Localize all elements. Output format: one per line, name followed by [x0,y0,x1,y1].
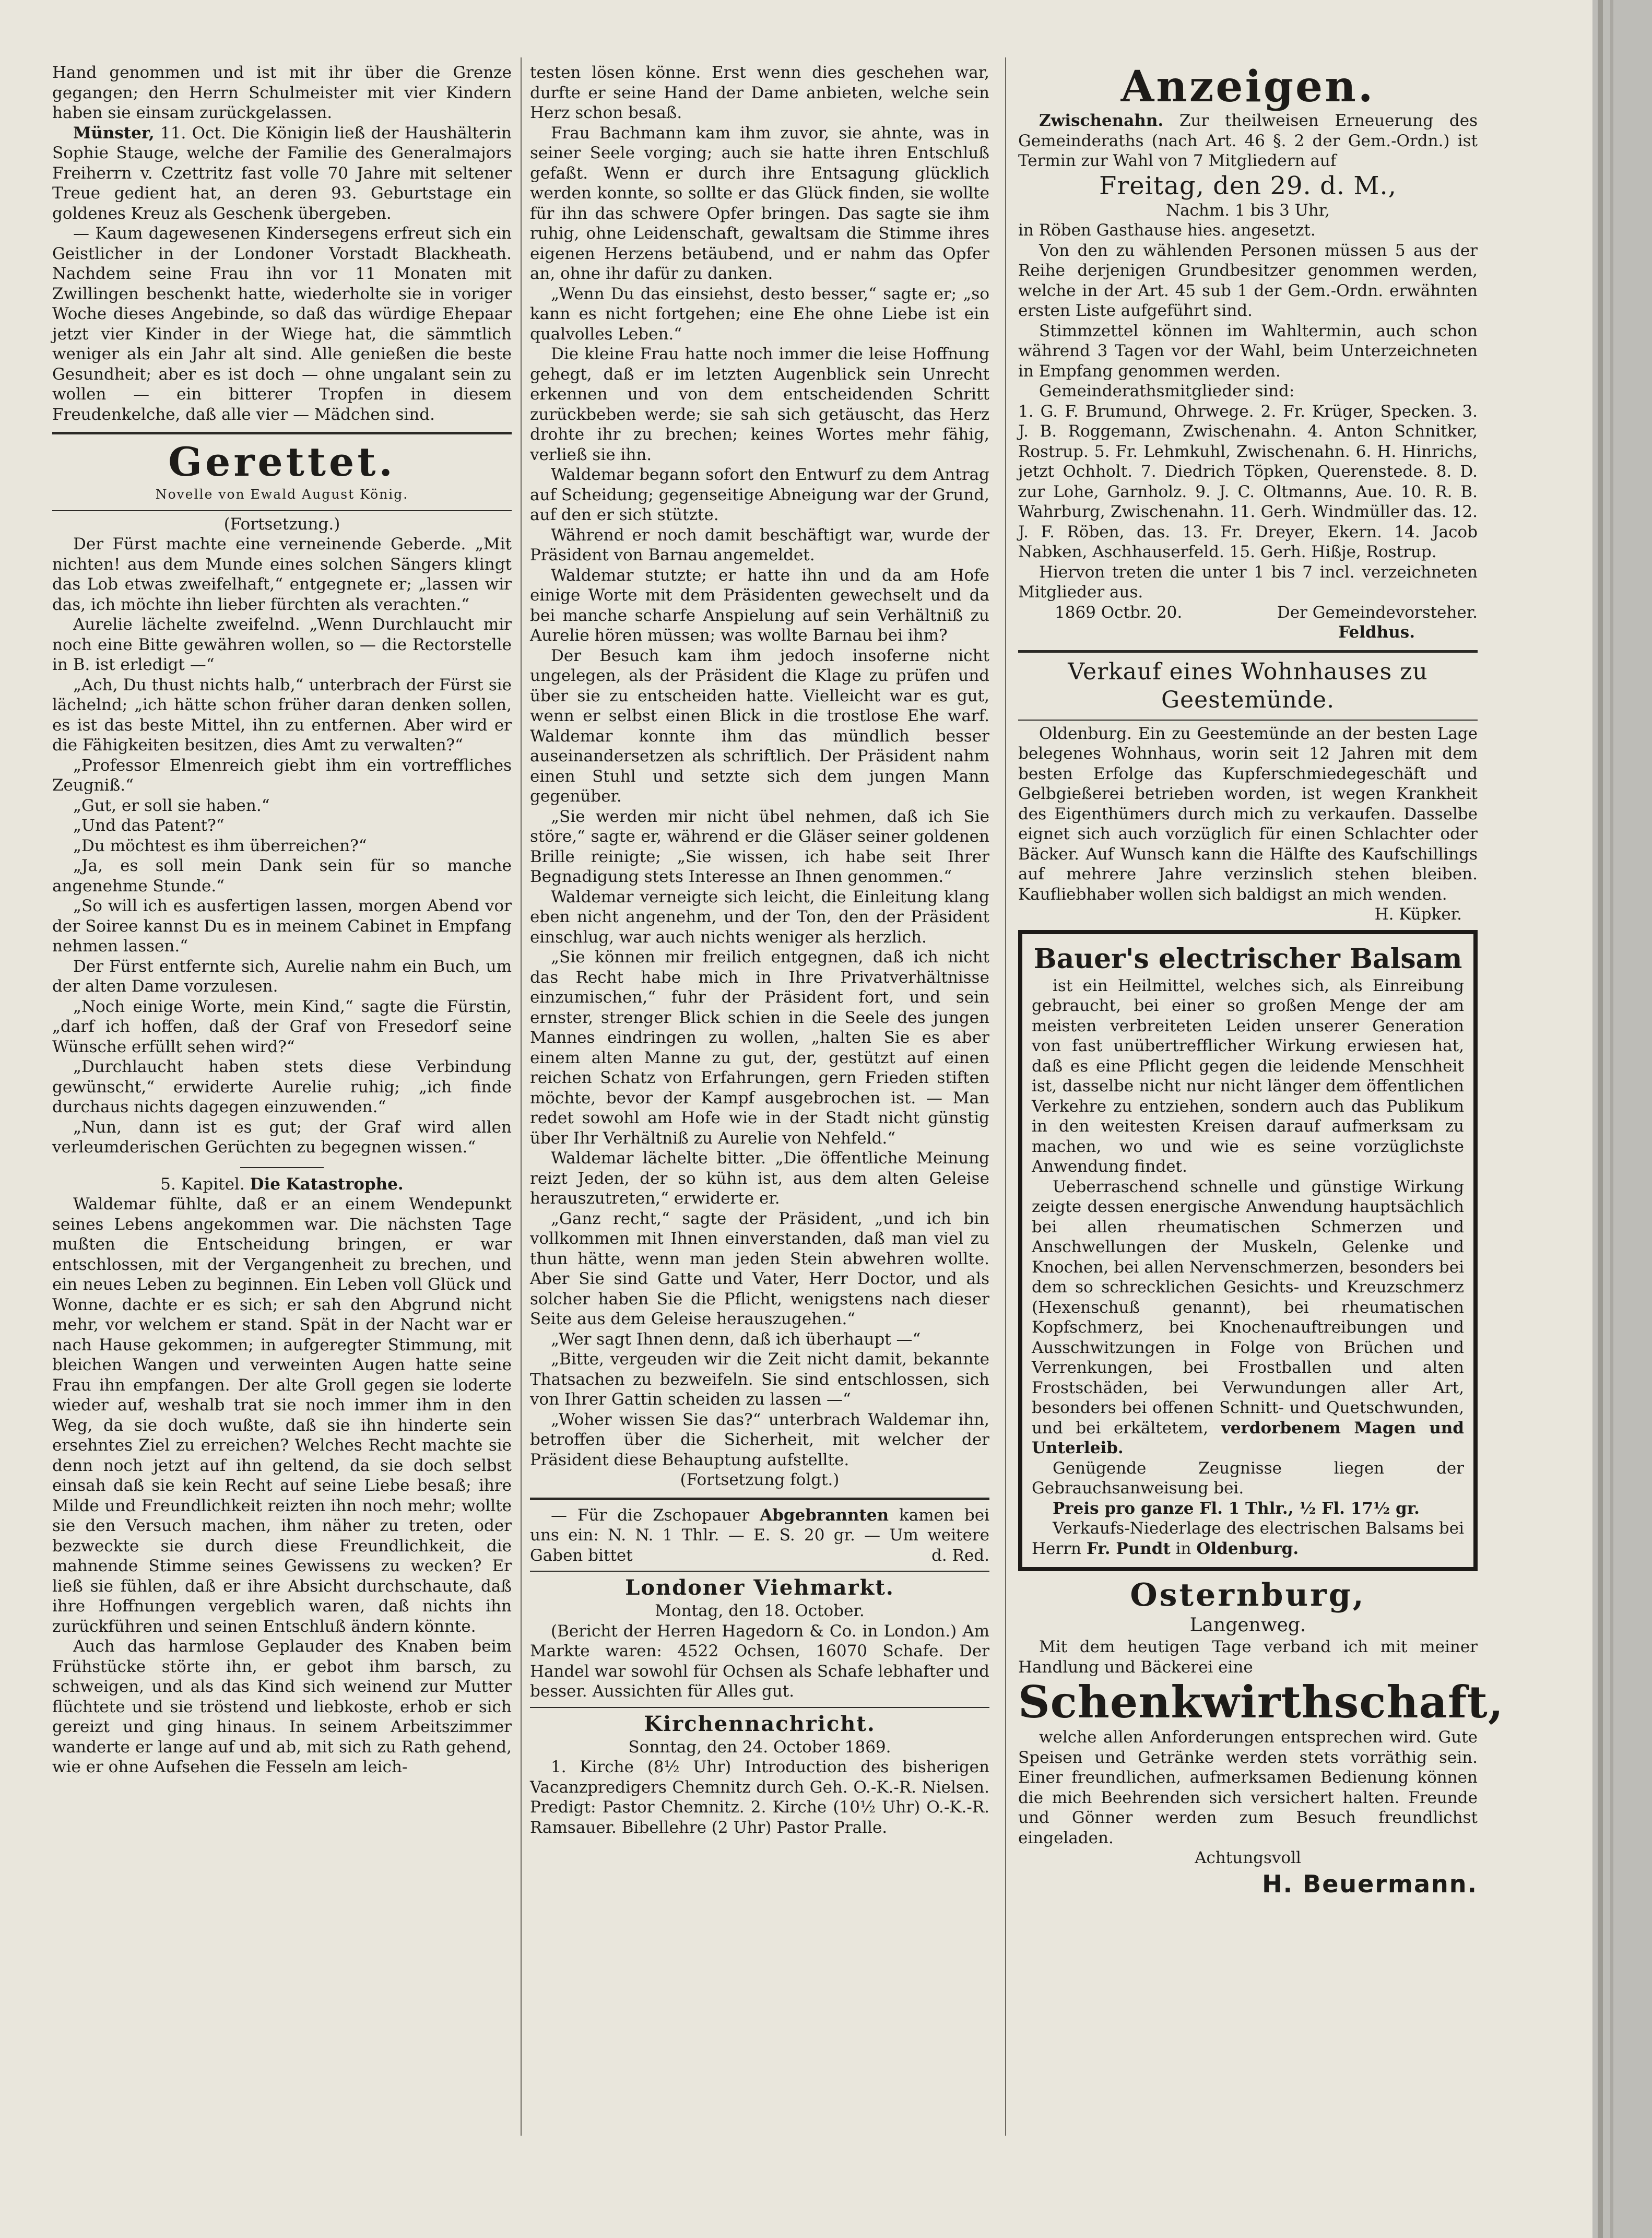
novel-paragraph: „Ach, Du thust nichts halb,“ unterbrach der Fürst sie lächelnd; „ich hätte schon früher daran denken sollen, es ist das beste Mittel, ihn zu entfernen. Aber wird er die Fähigkeiten besitzen, dies Amt zu verwalten?“ [52,675,512,755]
novel-paragraph: Der Fürst entfernte sich, Aurelie nahm ein Buch, um der alten Dame vorzulesen. [52,957,512,996]
muenster-news [52,123,512,224]
column-2 [530,63,989,1837]
balsam-sale-city: Oldenburg. [1196,1539,1299,1558]
divider [530,1571,989,1572]
novel-title: Gerettet. [168,439,396,485]
divider [240,1167,324,1168]
novel-paragraph: Auch das harmlose Geplauder des Knaben beim Frühstücke störte ihn, er gebot ihm barsch, zu schweigen, und als das Kind sich weinend zur Mutter flüchtete und sie tröstend und liebkoste, erhob er sich gereizt und ging hinaus. In seinem Arbeitszimmer wanderte er lange auf und ab, mit sich zu Rath gehend, wie er ohne Aufsehen die Fesseln am leich- [52,1637,512,1776]
novel-paragraph: Der Fürst machte eine verneinende Geberde. „Mit nichten! aus dem Munde eines solchen Sängers klingt das Lob etwas zweifelhaft,“ entgegnete er; „lassen wir das, ich möchte ihn lieber fürchten als verachten.“ [52,535,512,614]
novel-paragraph: „Sie können mir freilich entgegnen, daß ich nicht das Recht habe mich in Ihre Privatverhältnisse einzumischen,“ fuhr der Präsident fort, und sein ernster, strenger Blick schien in die Seele des jungen Mannes eindringen zu wollen, „halten Sie es aber einem alten Manne zu gut, der, gestützt auf einen reichen Schatz von Erfahrungen, gern Frieden stiften möchte, bevor der Kampf ausgebrochen ist. — Man redet sowohl am Hofe wie in der Stadt nicht günstig über Ihr Verhältniß zu Aurelie von Nehfeld.“ [530,948,989,1148]
viehmarkt-date: Montag, den 18. October. [655,1601,865,1620]
novel-paragraph: „Sie werden mir nicht übel nehmen, daß ich Sie störe,“ sagte er, während er die Gläser seiner goldenen Brille reinigte; „Sie wissen, ich habe seit Ihrer Begnadigung stets Interesse an Ihnen genommen.“ [530,807,989,886]
osternburg-intro: Mit dem heutigen Tage verband ich mit meiner Handlung und Bäckerei eine [1018,1638,1478,1677]
novel-paragraph: Waldemar verneigte sich leicht, die Einleitung klang eben nicht angenehm, und der Ton, den der Präsident einschlug, war auch nichts weniger als herzlich. [530,887,989,947]
book-edge [1592,0,1652,2238]
zwischenahn-notice [1018,111,1478,171]
novel-paragraph: testen lösen könne. Erst wenn dies geschehen war, durfte er seine Hand der Dame anbieten, welche sein Herz schon besaß. [530,63,989,122]
balsam-paragraph [1032,1177,1464,1458]
book-edge-line [1610,0,1613,2238]
osternburg-subtitle: Langenweg. [1189,1615,1306,1636]
osternburg-text: welche allen Anforderungen entsprechen wird. Gute Speisen und Getränke werden stets vorräthig sein. Einer freundlichen, aufmerksamen Bedienung können die mich Beehrenden sich versichert halten. Freunde und Gönner werden zum Besuch freundlichst eingeladen. [1018,1728,1478,1847]
column-3 [1018,62,1504,1900]
novel-paragraph: „Noch einige Worte, mein Kind,“ sagte die Fürstin, „darf ich hoffen, daß der Graf von Fresedorf seine Wünsche erfüllt sehen wird?“ [52,997,512,1056]
balsam-sale-name: Fr. Pundt [1086,1539,1171,1558]
verkauf-signer: H. Küpker. [1374,905,1462,924]
novel-paragraph: „Und das Patent?“ [73,816,225,835]
novel-paragraph: „Woher wissen Sie das?“ unterbrach Waldemar ihn, betroffen über die Sicherheit, mit welcher der Präsident diese Behauptung aufstellte. [530,1410,989,1469]
novel-paragraph: „Ja, es soll mein Dank sein für so manche angenehme Stunde.“ [52,856,512,896]
fortsetzung-folgt: (Fortsetzung folgt.) [680,1470,840,1489]
novel-paragraph: Die kleine Frau hatte noch immer die leise Hoffnung gehegt, daß er im letzten Augenblick sein Unrecht erkennen und von dem entscheidenden Schritt zurückbeben werde; sie sah sich getäuscht, das Herz drohte ihr zu brechen; keines Wortes mehr fähig, verließ sie ihn. [530,345,989,464]
novel-paragraph: Während er noch damit beschäftigt war, wurde der Präsident von Barnau angemeldet. [530,525,989,564]
balsam-p2-bold: verdorbenem Magen und Unterleib. [1032,1418,1464,1457]
zwischenahn-location: in Röben Gasthause hies. angesetzt. [1018,221,1316,240]
column-rule [521,57,522,2136]
kirche-title: Kirchennachricht. [644,1711,876,1736]
members-heading: Gemeinderathsmitglieder sind: [1039,382,1295,401]
novel-paragraph: „Professor Elmenreich giebt ihm ein vortreffliches Zeugniß.“ [52,756,512,795]
schenkwirthschaft-title: Schenkwirthschaft, [1018,1676,1504,1728]
zwischenahn-paragraph: Von den zu wählenden Personen müssen 5 aus der Reihe derjenigen Grundbesitzer genommen werden, welche in der Art. 45 sub 1 der Gem.-Ordn. erwähnten ersten Liste aufgeführt sind. [1018,241,1478,320]
zschopau-lead: — Für die Zschopauer [551,1505,750,1525]
osternburg-greeting: Achtungsvoll [1195,1848,1301,1867]
divider [52,432,512,434]
chapter-title: Die Katastrophe. [250,1174,404,1194]
novel-paragraph: Waldemar fühlte, daß er an einem Wendepunkt seines Lebens angekommen war. Die nächsten Tage mußten die Entscheidung bringen, er war entschlossen, mit der Vergangenheit zu brechen, und ein neues Leben zu beginnen. Ein Leben voll Glück und Wonne, dachte er es sich; er sah den Abgrund nicht mehr, vor welchem er stand. Spät in der Nacht war er nach Hause gekommen; in aufgeregter Stimmung, mit bleichen Wangen und verweinten Augen hatte seine Frau ihn empfangen. Der alte Groll gegen sie loderte wieder auf, weshalb trat sie noch immer ihm in den Weg, da sie doch wußte, daß sie ihn hinderte sein ersehntes Ziel zu erreichen? Welches Recht machte sie denn noch jetzt auf ihn geltend, da sie doch selbst einsah daß sie kein Recht auf seine Liebe besaß; ihre Milde und Freundlichkeit reizten ihn noch mehr; wollte sie den Versuch machen, ihm näher zu treten, oder bezweckte sie durch diese Freundlichkeit, die mahnende Stimme seines Gewissens zu wecken? Er ließ sie fühlen, daß er ihre Absicht durchschaute, daß ihre Hoffnungen vergeblich waren, daß nichts ihn zurückführen und seinen Entschluß ändern könnte. [52,1195,512,1636]
viehmarkt-title: Londoner Viehmarkt. [625,1575,894,1600]
divider [1018,650,1478,653]
members-list: 1. G. F. Brumund, Ohrwege. 2. Fr. Krüger, Specken. 3. J. B. Roggemann, Zwischenahn. 4. Anton Schnitker, Rostrup. 5. Fr. Lehmkuhl, Zwischenahn. 6. H. Hinrichs, jetzt Ochholt. 7. Diedrich Töpken, Querenstede. 8. D. zur Lohe, Garnholz. 9. J. C. Oltmanns, Aue. 10. R. B. Wahrburg, Zwischenahn. 11. Gerh. Windmüller das. 12. J. F. Röben, das. 13. Fr. Dreyer, Ekern. 14. Jacob Nabken, Aschhauserfeld. 15. Gerh. Hißje, Rostrup. [1018,402,1478,561]
novel-byline: Novelle von Ewald August König. [155,487,409,502]
zwischenahn-place: Zwischenahn. [1039,111,1164,130]
zschopau-bold: Abgebrannten [760,1505,889,1525]
divider [530,1707,989,1708]
novel-paragraph: Waldemar begann sofort den Entwurf zu dem Antrag auf Scheidung; gegenseitige Abneigung war der Grund, auf den er sich stützte. [530,465,989,524]
balsam-paragraph: Genügende Zeugnisse liegen der Gebrauchsanweisung bei. [1032,1458,1464,1498]
divider [52,510,512,511]
zwischenahn-signer: Feldhus. [1338,623,1415,642]
zwischenahn-dateline: 1869 Octbr. 20. [1055,603,1183,622]
zwischenahn-text: Zur theilweisen Erneuerung des Gemeinderaths (nach Art. 46 §. 2 der Gem.-Ordn.) ist Termin zur Wahl von 7 Mitgliedern auf [1018,111,1478,170]
balsam-paragraph: ist ein Heilmittel, welches sich, als Einreibung gebraucht, bei einer so großen Menge der am meisten verbreiteten Leiden unserer Generation von fast unübertrefflicher Wirkung erwiesen hat, daß es eine Pflicht gegen die leidende Menschheit ist, dasselbe nicht nur nicht länger dem öffentlichen Verkehre zu entziehen, sondern auch das Publikum in den weitesten Kreisen darauf aufmerksam zu machen, wo und wie es seine vorzüglichste Anwendung findet. [1032,976,1464,1176]
muenster-text: 11. Oct. Die Königin ließ der Haushälterin Sophie Stauge, welche der Familie des Generalmajors Freiherrn v. Czettritz fast volle 70 Jahre mit seltener Treue gedient hat, an deren 93. Geburtstage ein goldenes Kreuz als Geschenk übergeben. [52,123,512,223]
chapter-number: 5. Kapitel. [160,1174,245,1194]
balsam-title: Bauer's electrischer Balsam [1033,943,1462,975]
members-note: Hiervon treten die unter 1 bis 7 incl. verzeichneten Mitglieder aus. [1018,562,1478,602]
novel-paragraph: Waldemar stutzte; er hatte ihn und da am Hofe einige Worte mit dem Präsidenten gewechselt und da bei manche scharfe Anspielung auf sein Verhältniß zu Aurelie hören müssen; was wollte Barnau bei ihm? [530,566,989,645]
divider [530,1498,989,1500]
kirche-text: 1. Kirche (8½ Uhr) Introduction des bisherigen Vacanzpredigers Chemnitz durch Geh. O.-K.-R. Nielsen. Predigt: Pastor Chemnitz. 2. Kirche (10½ Uhr) O.-K.-R. Ramsauer. Bibellehre (2 Uhr) Pastor Pralle. [530,1758,989,1837]
balsam-p2-text: Ueberraschend schnelle und günstige Wirkung zeigte dessen energische Anwendung hauptsächlich bei allen rheumatischen Schmerzen und Anschwellungen der Muskeln, Gelenke und Knochen, bei allen Nervenschmerzen, besonders bei dem so schrecklichen Gesichts- und Kreuzschmerz (Hexenschuß genannt), bei rheumatischen Kopfschmerz, bei Knochenauftreibungen und Ausschwitzungen in Folge von Brüchen und Verrenkungen, bei Frostballen und alten Frostschäden, bei Verwundungen aller Art, besonders bei offenen Schnitt- und Quetschwunden, und bei erkältetem, [1032,1177,1464,1438]
novel-paragraph: „Bitte, vergeuden wir die Zeit nicht damit, bekannte Thatsachen zu bezweifeln. Sie sind entschlossen, sich von Ihrer Gattin scheiden zu lassen —“ [530,1350,989,1409]
continuation-note: (Fortsetzung.) [223,514,340,534]
zwischenahn-signer-title: Der Gemeindevorsteher. [1277,603,1478,622]
novel-paragraph: „Nun, dann ist es gut; der Graf wird allen verleumderischen Gerüchten zu begegnen wissen.“ [52,1117,512,1157]
verkauf-text: Oldenburg. Ein zu Geestemünde an der besten Lage belegenes Wohnhaus, worin seit 12 Jahren mit dem besten Erfolge das Kupferschmiedegeschäft und Gelbgießerei betrieben worden, ist wegen Krankheit des Eigenthümers durch mich zu verkaufen. Dasselbe eignet sich auch vorzüglich für einen Schlachter oder Bäcker. Auf Wunsch kann die Hälfte des Kaufschillings auf mehrere Jahre verzinslich stehen bleiben. Kaufliebhaber wollen sich baldigst an mich wenden. [1018,724,1478,904]
book-edge-line [1598,0,1603,2238]
novel-paragraph: Der Besuch kam ihm jedoch insoferne nicht ungelegen, als der Präsident die Klage zu prüfen und über sie zu entscheiden hatte. Vielleicht war es gut, wenn er selbst einen Blick in die trostlose Ehe warf. Waldemar konnte ihm das mündlich besser auseinandersetzen als schriftlich. Der Präsident nahm einen Stuhl und setzte sich dem jungen Mann gegenüber. [530,646,989,806]
balsam-sale [1032,1518,1464,1559]
novel-paragraph: „Durchlaucht haben stets diese Verbindung gewünscht,“ erwiderte Aurelie ruhig; „ich finde durchaus nichts dagegen einzuwenden.“ [52,1057,512,1116]
balsam-sale-text: Verkaufs-Niederlage des electrischen Balsams bei Herrn [1032,1519,1464,1558]
novel-paragraph: „Du möchtest es ihm überreichen?“ [73,836,367,855]
intro-paragraph: Hand genommen und ist mit ihr über die Grenze gegangen; den Herrn Schulmeister mit vier Kindern haben sie einsam zurückgelassen. [52,63,512,122]
zwischenahn-paragraph: Stimmzettel können im Wahltermin, auch schon während 3 Tagen vor der Wahl, beim Unterzeichneten in Empfang genommen werden. [1018,321,1478,381]
balsam-price: Preis pro ganze Fl. 1 Thlr., ½ Fl. 17½ gr. [1053,1499,1420,1518]
verkauf-title: Verkauf eines Wohnhauses zu Geestemünde. [1068,658,1428,713]
novel-paragraph: „So will ich es ausfertigen lassen, morgen Abend vor der Soiree kannst Du es in meinem Cabinet in Empfang nehmen lassen.“ [52,897,512,956]
balsam-sale-in: in [1175,1539,1191,1558]
kindersegen-news: — Kaum dagewesenen Kindersegens erfreut sich ein Geistlicher in der Londoner Vorstadt Blackheath. Nachdem seine Frau ihn vor 11 Monaten mit Zwillingen beschenkt hatte, wiederholte sie in voriger Woche dieses Angebinde, so daß das würdige Ehepaar jetzt vier Kinder in der Wiege hat, die sämmtlich weniger als ein Jahr alt sind. Alle genießen die beste Gesundheit; aber es ist doch — ohne ungalant sein zu wollen — ein bitterer Tropfen in diesem Freudenkelche, daß alle vier — Mädchen sind. [52,224,512,424]
column-rule [1005,57,1006,2136]
zschopau-rest: kamen bei uns ein: N. N. 1 Thlr. — E. S. 20 gr. — Um weitere Gaben bittet [530,1505,989,1565]
column-1 [52,63,512,1777]
divider [1018,720,1478,721]
novel-paragraph: „Ganz recht,“ sagte der Präsident, „und ich bin vollkommen mit Ihnen einverstanden, daß man viel zu thun hätte, wenn man jeden Stein abwehren wollte. Aber Sie sind Gatte und Vater, Herr Doctor, und als solcher haben Sie die Pflicht, wenigstens nach dieser Seite aus dem Geleise herauszugehen.“ [530,1209,989,1328]
kirche-date: Sonntag, den 24. October 1869. [628,1737,891,1757]
novel-paragraph: „Wenn Du das einsiehst, desto besser,“ sagte er; „so kann es nicht fortgehen; eine Ehe ohne Liebe ist ein qualvolles Leben.“ [530,284,989,344]
balsam-ad-box [1018,930,1478,1572]
muenster-place: Münster, [73,123,155,143]
novel-paragraph: „Wer sagt Ihnen denn, daß ich überhaupt —“ [551,1329,921,1349]
zschopau-notice [530,1505,989,1566]
viehmarkt-text: (Bericht der Herren Hagedorn & Co. in London.) Am Markte waren: 4522 Ochsen, 16070 Schafe. Der Handel war sowohl für Ochsen als Schafe lebhafter und besser. Aussichten für Alles gut. [530,1621,989,1701]
osternburg-signer: H. Beuermann. [1262,1869,1478,1898]
zwischenahn-footer [1018,603,1478,623]
osternburg-title: Osternburg, [1130,1577,1366,1613]
zwischenahn-time: Nachm. 1 bis 3 Uhr, [1165,201,1330,220]
novel-paragraph: Waldemar lächelte bitter. „Die öffentliche Meinung reizt Jeden, der so kühn ist, aus dem alten Geleise herauszutreten,“ erwiderte er. [530,1149,989,1208]
novel-paragraph: Aurelie lächelte zweifelnd. „Wenn Durchlaucht mir noch eine Bitte gewähren wollen, so — die Rectorstelle in B. ist erledigt —“ [52,615,512,674]
zwischenahn-date: Freitag, den 29. d. M., [1099,171,1397,201]
zschopau-sign: d. Red. [931,1546,989,1565]
anzeigen-title: Anzeigen. [1120,62,1375,112]
novel-paragraph: „Gut, er soll sie haben.“ [73,796,270,815]
novel-paragraph: Frau Bachmann kam ihm zuvor, sie ahnte, was in seiner Seele vorging; auch sie hatte ihren Entschluß gefaßt. Wenn er durch ihre Entsagung glücklich werden konnte, so sollte er das Glück finden, sie wollte für ihn das schwere Opfer bringen. Das sagte sie ihm ruhig, ohne Leidenschaft, gewaltsam die Stimme ihres eigenen Herzens betäubend, und er nahm das Opfer an, ohne ihr dafür zu danken. [530,123,989,283]
chapter-heading [52,1174,512,1195]
